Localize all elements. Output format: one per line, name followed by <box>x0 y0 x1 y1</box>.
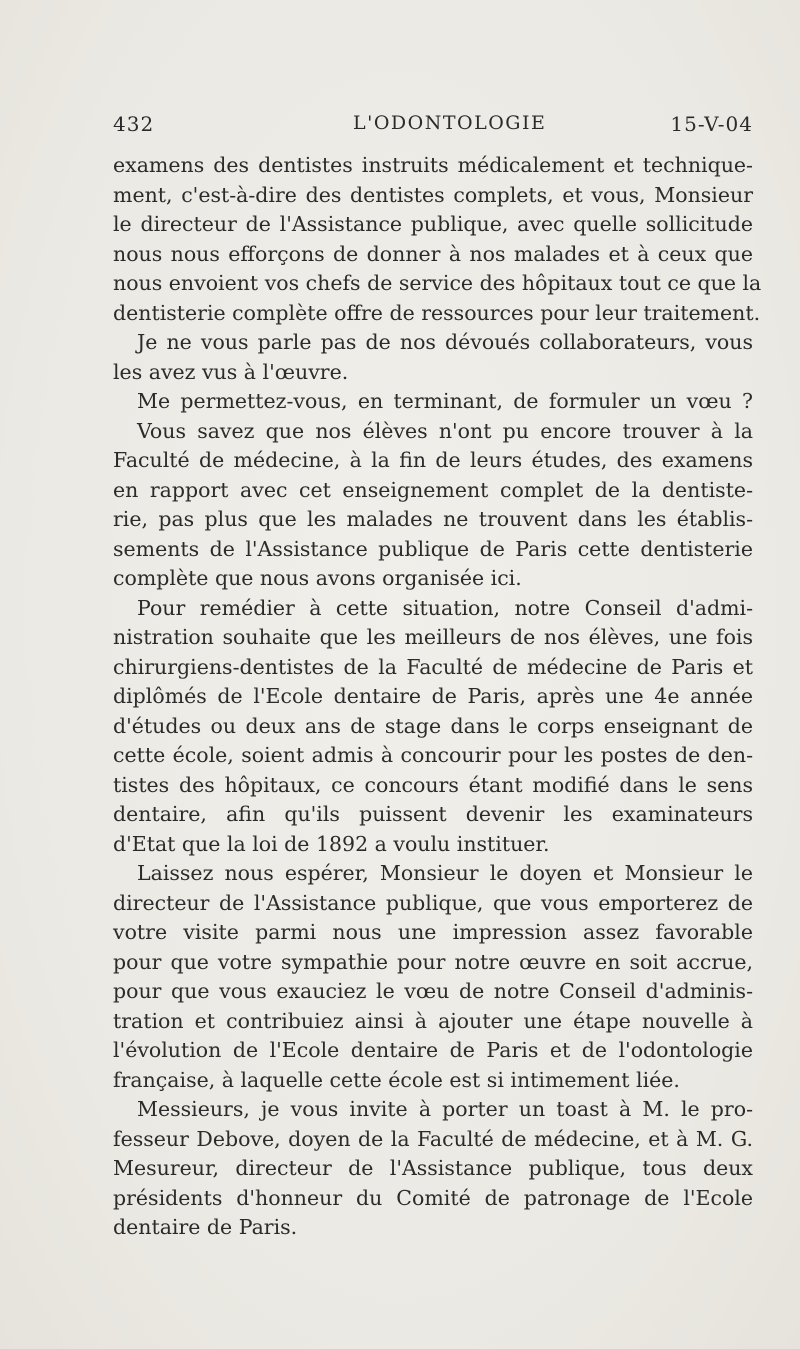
text-line: nous nous efforçons de donner à nos malades et à ceux que <box>113 242 753 266</box>
text-line: nous envoient vos chefs de service des hôpitaux tout ce que la <box>113 271 762 295</box>
text-line: dentaire, afin qu'ils puissent devenir les examinateurs <box>113 802 753 826</box>
text-line: chirurgiens-dentistes de la Faculté de médecine de Paris et <box>113 655 753 679</box>
text-line: d'études ou deux ans de stage dans le corps enseignant de <box>113 714 753 738</box>
text-line: Je ne vous parle pas de nos dévoués collaborateurs, vous <box>137 330 753 354</box>
text-line: d'Etat que la loi de 1892 a voulu instituer. <box>113 832 550 856</box>
text-line: présidents d'honneur du Comité de patronage de l'Ecole <box>113 1186 753 1210</box>
text-line: le directeur de l'Assistance publique, avec quelle sollicitude <box>113 212 753 236</box>
issue-date: 15-V-04 <box>670 112 753 136</box>
text-line: Mesureur, directeur de l'Assistance publique, tous deux <box>113 1156 753 1180</box>
text-line: examens des dentistes instruits médicalement et technique- <box>113 153 753 177</box>
text-line: nistration souhaite que les meilleurs de nos élèves, une fois <box>113 625 753 649</box>
running-header <box>113 112 753 142</box>
text-line: Pour remédier à cette situation, notre Conseil d'admi- <box>137 596 753 620</box>
text-line: dentisterie complète offre de ressources pour leur traitement. <box>113 301 761 325</box>
text-line: cette école, soient admis à concourir pour les postes de den- <box>113 743 753 767</box>
text-line: Me permettez-vous, en terminant, de formuler un vœu ? <box>137 389 753 413</box>
text-line: française, à laquelle cette école est si intimement liée. <box>113 1068 680 1092</box>
text-line: l'évolution de l'Ecole dentaire de Paris et de l'odontologie <box>113 1038 753 1062</box>
text-line: votre visite parmi nous une impression assez favorable <box>113 920 753 944</box>
text-line: Messieurs, je vous invite à porter un toast à M. le pro- <box>137 1097 753 1121</box>
text-line: pour que votre sympathie pour notre œuvre en soit accrue, <box>113 950 753 974</box>
page-number: 432 <box>113 112 155 136</box>
text-line: Laissez nous espérer, Monsieur le doyen et Monsieur le <box>137 861 753 885</box>
text-line: pour que vous exauciez le vœu de notre Conseil d'adminis- <box>113 979 753 1003</box>
text-line: directeur de l'Assistance publique, que vous emporterez de <box>113 891 753 915</box>
journal-title: L'ODONTOLOGIE <box>353 112 547 134</box>
text-line: les avez vus à l'œuvre. <box>113 360 349 384</box>
text-line: Vous savez que nos élèves n'ont pu encore trouver à la <box>137 419 753 443</box>
text-line: fesseur Debove, doyen de la Faculté de médecine, et à M. G. <box>113 1127 753 1151</box>
text-line: diplômés de l'Ecole dentaire de Paris, après une 4e année <box>113 684 753 708</box>
text-line: tration et contribuiez ainsi à ajouter une étape nouvelle à <box>113 1009 753 1033</box>
text-line: en rapport avec cet enseignement complet de la dentiste- <box>113 478 753 502</box>
text-line: dentaire de Paris. <box>113 1215 298 1239</box>
text-line: Faculté de médecine, à la fin de leurs études, des examens <box>113 448 753 472</box>
text-line: rie, pas plus que les malades ne trouvent dans les établis- <box>113 507 753 531</box>
text-line: tistes des hôpitaux, ce concours étant modifié dans le sens <box>113 773 753 797</box>
text-line: sements de l'Assistance publique de Paris cette dentisterie <box>113 537 753 561</box>
text-line: complète que nous avons organisée ici. <box>113 566 522 590</box>
text-line: ment, c'est-à-dire des dentistes complets, et vous, Monsieur <box>113 183 753 207</box>
